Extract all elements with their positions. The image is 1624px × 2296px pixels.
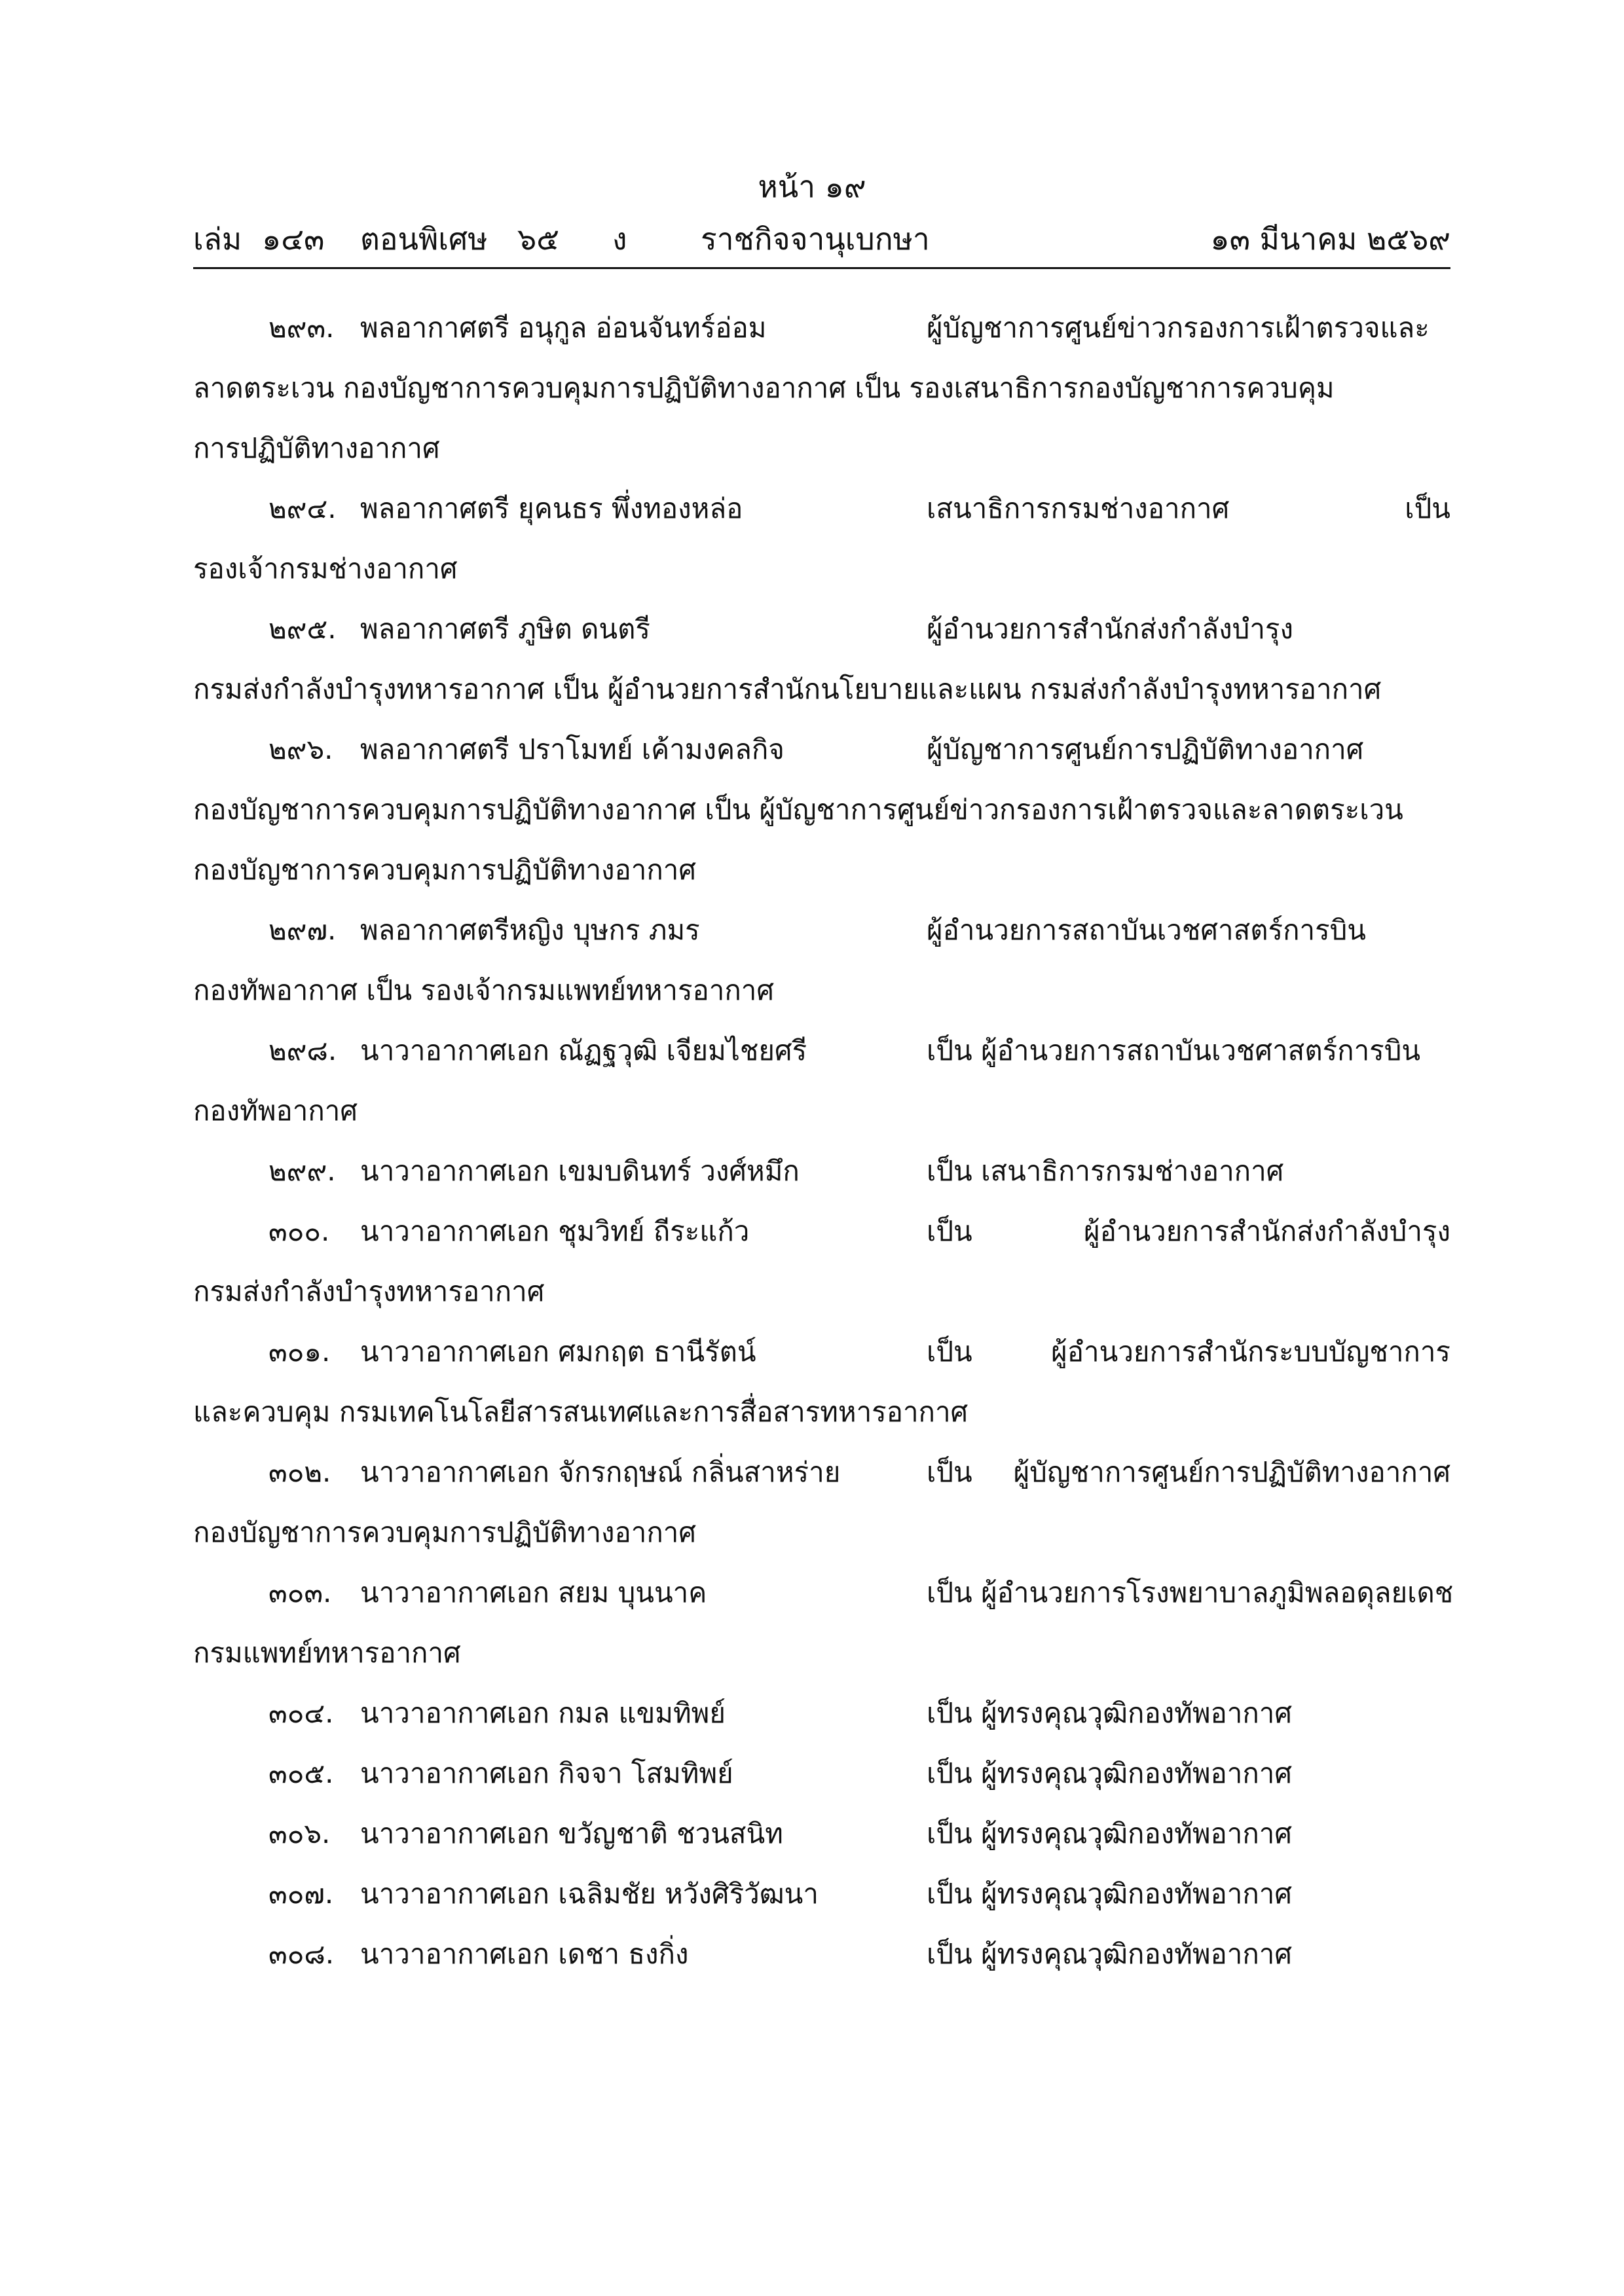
- entry-number: ๒๙๗.: [268, 914, 337, 946]
- appointment-entry: [193, 1864, 1450, 1924]
- entry-number: ๓๐๒.: [268, 1456, 331, 1488]
- entry-name: นาวาอากาศเอก เฉลิมชัย หวังศิริวัฒนา: [360, 1878, 819, 1910]
- entry-position: เป็น ผู้อำนวยการสำนักระบบบัญชาการ: [927, 1336, 1450, 1368]
- section-label: ตอนพิเศษ: [360, 221, 488, 257]
- entry-number: ๓๐๘.: [268, 1938, 335, 1970]
- entry-position: ผู้บัญชาการศูนย์การปฏิบัติทางอากาศ: [927, 733, 1364, 765]
- entry-position: เป็น ผู้อำนวยการสำนักส่งกำลังบำรุง: [927, 1215, 1450, 1247]
- entry-continuation: การปฏิบัติทางอากาศ: [193, 432, 440, 464]
- entry-continuation: รองเจ้ากรมช่างอากาศ: [193, 553, 458, 585]
- entry-name: พลอากาศตรี ปราโมทย์ เค้ามงคลกิจ: [360, 733, 784, 765]
- entry-position: เป็น ผู้ทรงคุณวุฒิกองทัพอากาศ: [927, 1697, 1293, 1729]
- publication-date: ๑๓ มีนาคม ๒๕๖๙: [1210, 221, 1450, 257]
- entry-position: เป็น ผู้ทรงคุณวุฒิกองทัพอากาศ: [927, 1878, 1293, 1910]
- entry-continuation: กรมส่งกำลังบำรุงทหารอากาศ: [193, 1275, 545, 1307]
- entry-number: ๒๙๘.: [268, 1034, 337, 1066]
- appointment-entry: [193, 1021, 1450, 1081]
- entry-number: ๒๙๖.: [268, 733, 333, 765]
- appointment-entry: [193, 1201, 1450, 1262]
- entry-position: ผู้อำนวยการสำนักส่งกำลังบำรุง: [927, 613, 1293, 645]
- appointment-entry: [193, 1683, 1450, 1743]
- entry-name: พลอากาศตรีหญิง บุษกร ภมร: [360, 914, 700, 946]
- publication-name: ราชกิจจานุเบกษา: [701, 221, 930, 257]
- running-header: [193, 216, 1450, 262]
- appointment-entry: [193, 1743, 1450, 1804]
- volume-label: เล่ม: [193, 221, 242, 257]
- appointment-entry: [193, 298, 1450, 358]
- entry-number: ๓๐๓.: [268, 1576, 332, 1609]
- entry-name: พลอากาศตรี ยุคนธร พึ่งทองหล่อ: [360, 492, 743, 524]
- entry-name: นาวาอากาศเอก ชุมวิทย์ ถีระแก้ว: [360, 1215, 750, 1247]
- entry-name: นาวาอากาศเอก เดชา ธงกิ่ง: [360, 1938, 689, 1970]
- appointment-entry: [193, 1804, 1450, 1864]
- entry-continuation: กองทัพอากาศ: [193, 1095, 358, 1127]
- entry-position: เป็น ผู้ทรงคุณวุฒิกองทัพอากาศ: [927, 1817, 1293, 1850]
- appointment-entry: [193, 1141, 1450, 1201]
- entry-position: เป็น ผู้ทรงคุณวุฒิกองทัพอากาศ: [927, 1757, 1293, 1789]
- entry-position: เป็น ผู้อำนวยการโรงพยาบาลภูมิพลอดุลยเดช: [927, 1576, 1454, 1609]
- section-number: ๖๕: [517, 221, 560, 257]
- volume-number: ๑๔๓: [262, 221, 325, 257]
- entry-position: ผู้บัญชาการศูนย์ข่าวกรองการเฝ้าตรวจและ: [927, 312, 1430, 344]
- entry-position: เป็น ผู้ทรงคุณวุฒิกองทัพอากาศ: [927, 1938, 1293, 1970]
- appointment-entry: [193, 900, 1450, 960]
- appointment-entry: [193, 1322, 1450, 1382]
- appointment-entry: [193, 1442, 1450, 1503]
- entry-number: ๓๐๗.: [268, 1878, 334, 1910]
- appointment-entry: [193, 1924, 1450, 1984]
- header-rule: [193, 267, 1450, 269]
- entry-number: ๓๐๔.: [268, 1697, 334, 1729]
- entry-number: ๓๐๐.: [268, 1215, 330, 1247]
- entry-continuation: กองบัญชาการควบคุมการปฏิบัติทางอากาศ: [193, 1516, 697, 1548]
- appointment-list: [193, 298, 1454, 1984]
- entry-number: ๒๙๓.: [268, 312, 335, 344]
- entry-continuation: กองบัญชาการควบคุมการปฏิบัติทางอากาศ เป็น ผู้บัญชาการศูนย์ข่าวกรองการเฝ้าตรวจและลาดตระเวน: [193, 793, 1403, 826]
- entry-name: นาวาอากาศเอก ขวัญชาติ ชวนสนิท: [360, 1817, 783, 1850]
- entry-position: เสนาธิการกรมช่างอากาศ เป็น: [927, 492, 1450, 524]
- entry-number: ๒๙๔.: [268, 492, 337, 524]
- entry-continuation: กองบัญชาการควบคุมการปฏิบัติทางอากาศ: [193, 854, 697, 886]
- entry-name: นาวาอากาศเอก ศมกฤต ธานีรัตน์: [360, 1336, 756, 1368]
- appointment-entry: [193, 720, 1450, 780]
- appointment-entry: [193, 479, 1450, 539]
- entry-position: เป็น ผู้อำนวยการสถาบันเวชศาสตร์การบิน: [927, 1034, 1421, 1066]
- entry-number: ๒๙๕.: [268, 613, 337, 645]
- entry-name: นาวาอากาศเอก สยม บุนนาค: [360, 1576, 707, 1609]
- entry-continuation: กรมแพทย์ทหารอากาศ: [193, 1637, 461, 1669]
- entry-number: ๓๐๑.: [268, 1336, 331, 1368]
- entry-name: พลอากาศตรี อนุกูล อ่อนจันทร์อ่อม: [360, 312, 767, 344]
- entry-continuation: และควบคุม กรมเทคโนโลยีสารสนเทศและการสื่อสารทหารอากาศ: [193, 1396, 969, 1428]
- entry-position: ผู้อำนวยการสถาบันเวชศาสตร์การบิน: [927, 914, 1367, 946]
- appointment-entry: [193, 599, 1450, 659]
- entry-name: นาวาอากาศเอก กิจจา โสมทิพย์: [360, 1757, 733, 1789]
- appointment-entry: [193, 1563, 1454, 1623]
- entry-continuation: กรมส่งกำลังบำรุงทหารอากาศ เป็น ผู้อำนวยการสำนักนโยบายและแผน กรมส่งกำลังบำรุงทหารอากาศ: [193, 673, 1382, 705]
- page-number: หน้า ๑๙: [758, 169, 866, 204]
- entry-number: ๓๐๕.: [268, 1757, 334, 1789]
- entry-continuation: ลาดตระเวน กองบัญชาการควบคุมการปฏิบัติทางอากาศ เป็น รองเสนาธิการกองบัญชาการควบคุม: [193, 372, 1335, 404]
- entry-name: นาวาอากาศเอก เขมบดินทร์ วงศ์หมึก: [360, 1155, 800, 1187]
- entry-name: นาวาอากาศเอก จักรกฤษณ์ กลิ่นสาหร่าย: [360, 1456, 841, 1488]
- entry-name: พลอากาศตรี ภูษิต ดนตรี: [360, 613, 650, 645]
- entry-number: ๓๐๖.: [268, 1817, 331, 1850]
- entry-name: นาวาอากาศเอก ณัฏฐวุฒิ เจียมไชยศรี: [360, 1034, 807, 1066]
- entry-position: เป็น ผู้บัญชาการศูนย์การปฏิบัติทางอากาศ: [927, 1456, 1450, 1488]
- entry-position: เป็น เสนาธิการกรมช่างอากาศ: [927, 1155, 1284, 1187]
- entry-number: ๒๙๙.: [268, 1155, 336, 1187]
- entry-continuation: กองทัพอากาศ เป็น รองเจ้ากรมแพทย์ทหารอากาศ: [193, 974, 775, 1006]
- entry-name: นาวาอากาศเอก กมล แขมทิพย์: [360, 1697, 726, 1729]
- section-letter: ง: [612, 221, 627, 257]
